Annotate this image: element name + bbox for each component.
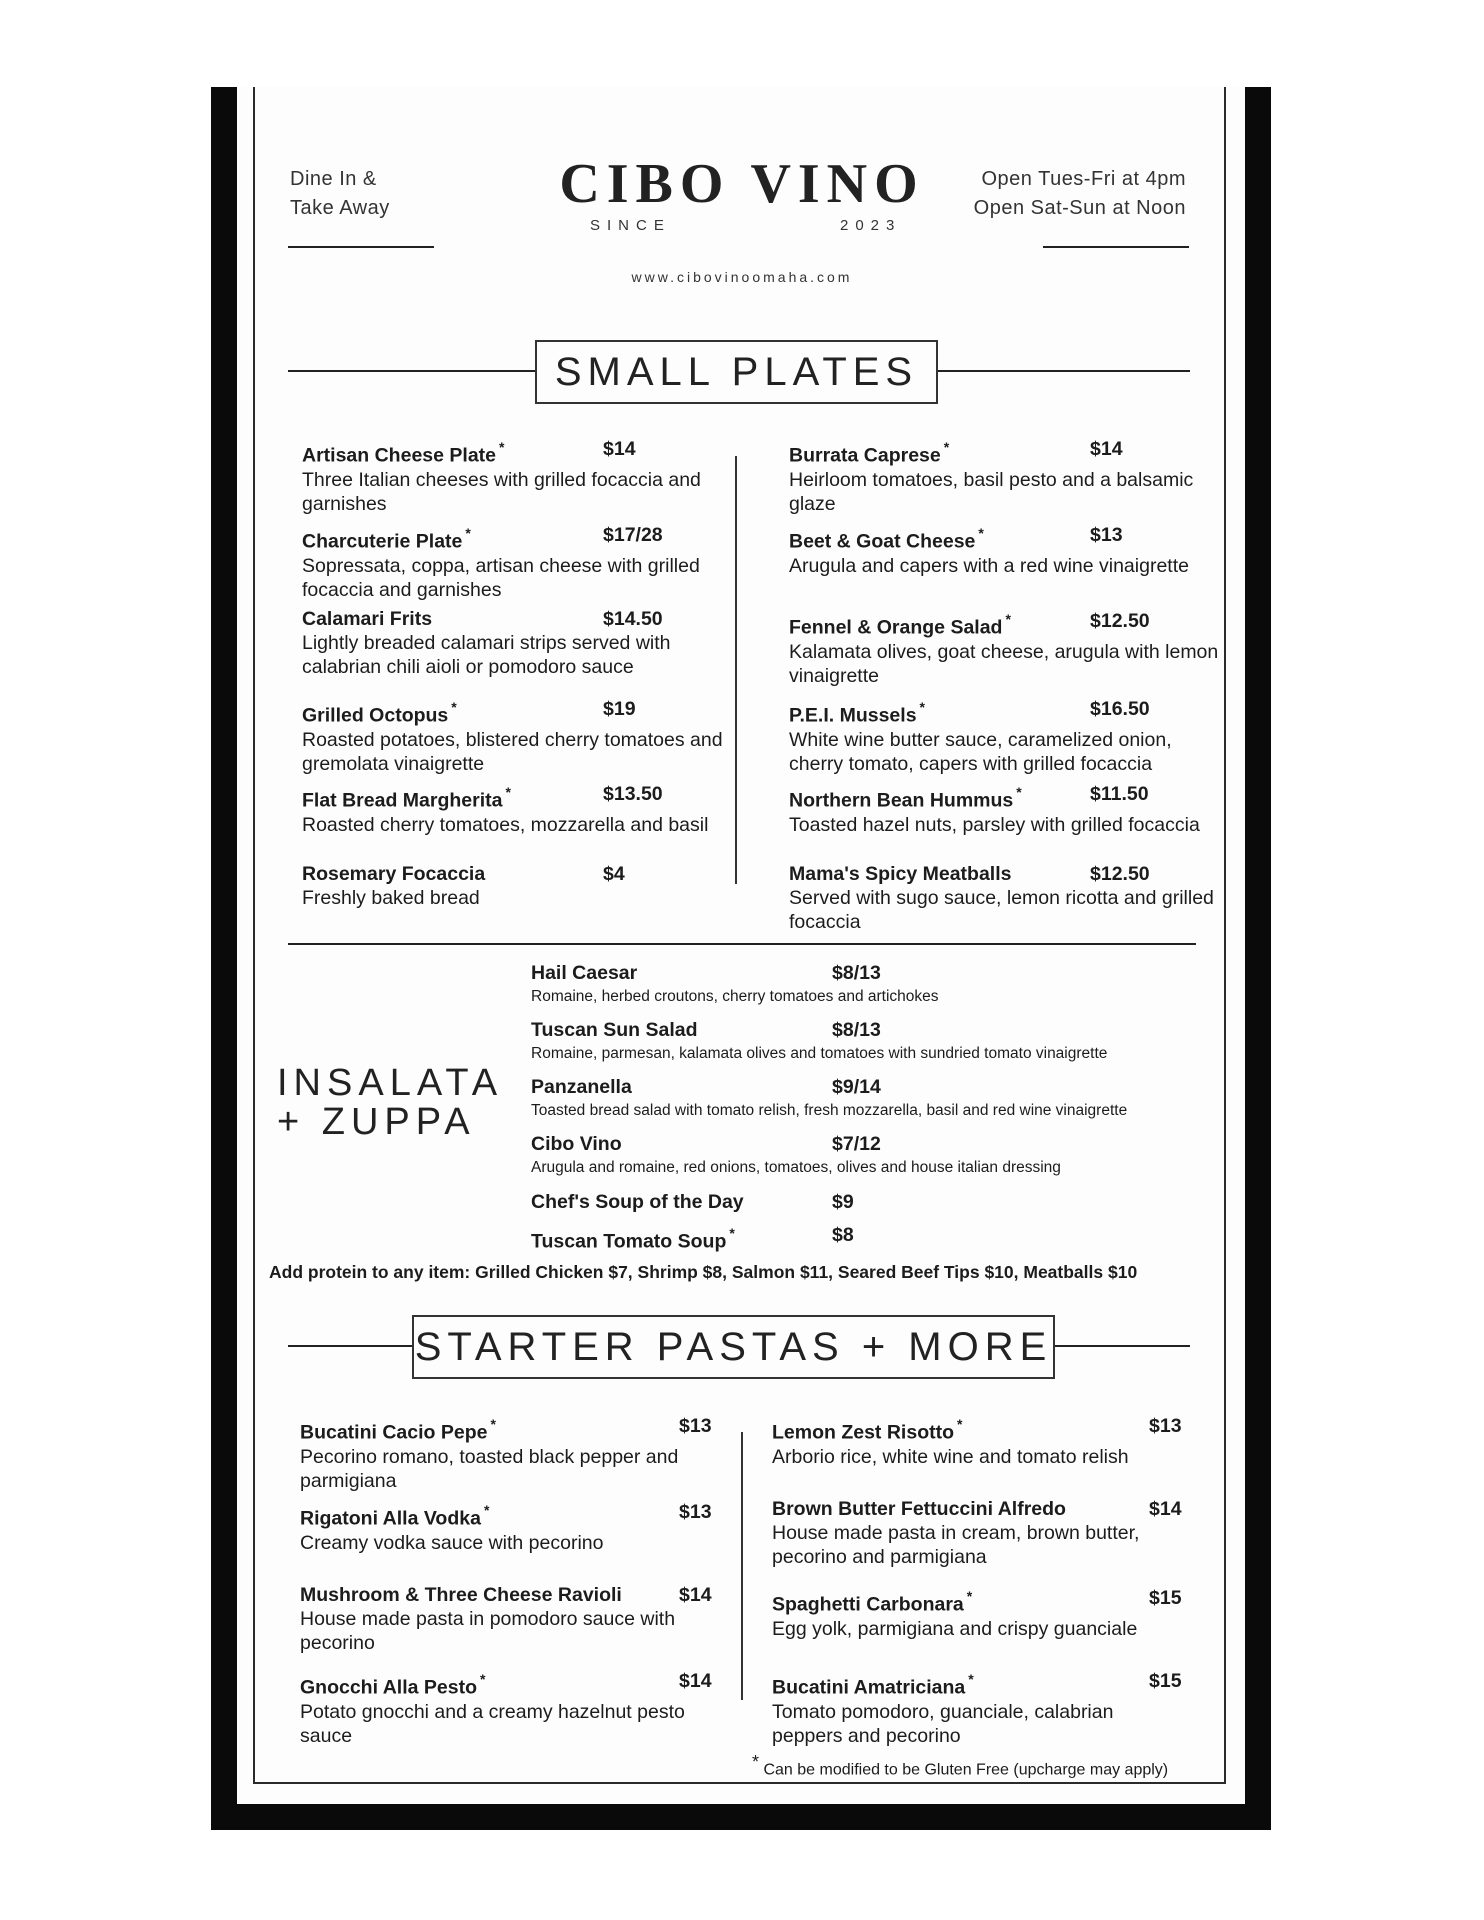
- insalata-item-description: Romaine, parmesan, kalamata olives and tomatoes with sundried tomato vinaigrette: [531, 1045, 1108, 1062]
- menu-item: [300, 1500, 716, 1555]
- menu-item-name-text: Bucatini Cacio Pepe: [300, 1421, 488, 1444]
- insalata-item-description: Romaine, herbed croutons, cherry tomatoes and artichokes: [531, 988, 939, 1005]
- header-rule-left: [288, 246, 434, 248]
- menu-item-price: $4: [603, 863, 625, 885]
- restaurant-logo: CIBO VINO: [559, 153, 925, 215]
- menu-item: [789, 523, 1221, 578]
- menu-item-description: Toasted hazel nuts, parsley with grilled focaccia: [789, 813, 1200, 836]
- menu-item: [300, 1669, 716, 1748]
- menu-item-description: Egg yolk, parmigiana and crispy guanciale: [772, 1617, 1138, 1640]
- gluten-free-star: *: [968, 1671, 974, 1687]
- menu-item-name-text: Flat Bread Margherita: [302, 789, 503, 812]
- insalata-item-name: [531, 1132, 622, 1156]
- insalata-item-price: $9/14: [832, 1076, 881, 1098]
- insalata-item-price: $7/12: [832, 1133, 881, 1155]
- insalata-item-name-text: Tuscan Sun Salad: [531, 1019, 698, 1041]
- since-year: 2023: [840, 217, 902, 234]
- menu-item-name-text: Northern Bean Hummus: [789, 789, 1014, 812]
- section-title-small-plates: SMALL PLATES: [535, 340, 938, 404]
- header-rule-right: [1043, 246, 1189, 248]
- menu-item-description: Creamy vodka sauce with pecorino: [300, 1531, 604, 1554]
- menu-item-name-text: Brown Butter Fettuccini Alfredo: [772, 1498, 1066, 1520]
- menu-item-name-text: Fennel & Orange Salad: [789, 616, 1003, 639]
- insalata-item-name: [531, 1190, 744, 1214]
- gluten-free-star: *: [919, 699, 925, 715]
- menu-item-price: $14: [603, 438, 636, 460]
- menu-item-description: House made pasta in pomodoro sauce with pecorino: [300, 1608, 676, 1654]
- gluten-free-star: *: [1016, 784, 1022, 800]
- gluten-free-star: *: [978, 525, 984, 541]
- menu-item-price: $14: [1149, 1498, 1182, 1520]
- menu-item-name: [300, 1669, 716, 1700]
- gluten-free-star: *: [499, 439, 505, 455]
- menu-item-description: Arugula and capers with a red wine vinaigrette: [789, 554, 1189, 577]
- menu-item-name: [789, 862, 1221, 886]
- starter-pastas-divider: [741, 1432, 743, 1700]
- menu-item-name-text: Artisan Cheese Plate: [302, 444, 497, 467]
- menu-item-price: $13.50: [603, 783, 663, 805]
- menu-item: [789, 697, 1221, 776]
- menu-item-description: Pecorino romano, toasted black pepper and parmigiana: [300, 1445, 679, 1492]
- menu-item-name-text: Grilled Octopus: [302, 704, 449, 727]
- menu-item: [772, 1586, 1188, 1641]
- menu-item-name: [302, 697, 734, 728]
- insalata-title-line1: INSALATA: [277, 1062, 504, 1104]
- menu-item: [789, 862, 1221, 934]
- gluten-free-star: *: [451, 699, 457, 715]
- gluten-free-footnote: [752, 1752, 1168, 1779]
- menu-item-name-text: Rosemary Focaccia: [302, 863, 486, 885]
- menu-item-name: [300, 1500, 716, 1531]
- menu-item-price: $11.50: [1090, 783, 1149, 805]
- insalata-item-price: $8/13: [832, 1019, 881, 1041]
- menu-item-description: Freshly baked bread: [302, 887, 480, 909]
- menu-item-name-text: Bucatini Amatriciana: [772, 1676, 966, 1699]
- menu-item-description: Potato gnocchi and a creamy hazelnut pesto sauce: [300, 1700, 685, 1747]
- hours-line2: Open Sat-Sun at Noon: [973, 197, 1186, 219]
- menu-item-name: [789, 609, 1221, 640]
- menu-item: [300, 1414, 716, 1493]
- menu-item: [772, 1497, 1188, 1569]
- menu-item-name-text: Burrata Caprese: [789, 444, 941, 467]
- menu-item-name-text: Rigatoni Alla Vodka: [300, 1507, 481, 1530]
- gluten-free-star: *: [465, 525, 471, 541]
- website-link[interactable]: www.cibovinoomaha.com: [631, 269, 853, 285]
- dine-in-line1: Dine In &: [290, 168, 377, 190]
- menu-item-description: Arborio rice, white wine and tomato relish: [772, 1445, 1129, 1468]
- menu-item-name: [772, 1586, 1188, 1617]
- insalata-item-price: $8: [832, 1224, 854, 1246]
- menu-item: [772, 1414, 1188, 1469]
- menu-item-description: Sopressata, coppa, artisan cheese with grilled focaccia and garnishes: [302, 554, 700, 601]
- footnote-text: Can be modified to be Gluten Free (upcharge may apply): [763, 1761, 1169, 1779]
- menu-item-description: House made pasta in cream, brown butter, pecorino and parmigiana: [772, 1522, 1140, 1568]
- protein-addon-note: Add protein to any item: Grilled Chicken $7, Shrimp $8, Salmon $11, Seared Beef Tips $10, Meatballs $10: [269, 1262, 1138, 1282]
- menu-item-description: Kalamata olives, goat cheese, arugula with lemon vinaigrette: [789, 640, 1219, 687]
- menu-item-description: White wine butter sauce, caramelized onion, cherry tomato, capers with grilled focaccia: [789, 728, 1172, 775]
- menu-item: [302, 862, 734, 910]
- gluten-free-star: *: [1005, 611, 1011, 627]
- menu-item-name: [789, 697, 1221, 728]
- insalata-item-name-text: Tuscan Tomato Soup: [531, 1230, 727, 1253]
- menu-item-name-text: Lemon Zest Risotto: [772, 1421, 955, 1444]
- gluten-free-star: *: [483, 1502, 490, 1518]
- menu-item-name-text: Spaghetti Carbonara: [772, 1593, 964, 1616]
- menu-item-price: $13: [1090, 524, 1123, 546]
- menu-item: [789, 782, 1221, 837]
- footnote-star: *: [752, 1752, 760, 1772]
- menu-item-description: Roasted potatoes, blistered cherry tomatoes and gremolata vinaigrette: [302, 728, 723, 775]
- menu-item-description: Three Italian cheeses with grilled focaccia and garnishes: [302, 468, 701, 515]
- menu-item-description: Heirloom tomatoes, basil pesto and a balsamic glaze: [789, 468, 1194, 515]
- menu-item-name: [772, 1669, 1188, 1700]
- menu-item-price: $15: [1149, 1587, 1182, 1609]
- menu-item-name: [302, 782, 734, 813]
- menu-item-name: [300, 1414, 716, 1445]
- menu-item-description: Served with sugo sauce, lemon ricotta and grilled focaccia: [789, 887, 1214, 933]
- menu-item-price: $14: [679, 1670, 712, 1692]
- insalata-item-name: [531, 1075, 632, 1099]
- insalata-item-name-text: Hail Caesar: [531, 962, 638, 984]
- dine-in-line2: Take Away: [290, 197, 390, 219]
- menu-item: [302, 437, 734, 516]
- insalata-title-line2: + ZUPPA: [277, 1101, 476, 1143]
- menu-item-description: Tomato pomodoro, guanciale, calabrian peppers and pecorino: [772, 1700, 1114, 1747]
- menu-item: [789, 437, 1221, 516]
- menu-item-name: [302, 437, 734, 468]
- insalata-item-name: [531, 961, 637, 985]
- menu-item-price: $13: [679, 1415, 712, 1437]
- hours-line1: Open Tues-Fri at 4pm: [981, 168, 1186, 190]
- insalata-item-name: [531, 1223, 735, 1254]
- menu-item-price: $12.50: [1090, 863, 1150, 885]
- menu-item-name: [302, 862, 734, 886]
- menu-item: [302, 697, 734, 776]
- menu-item-name-text: Gnocchi Alla Pesto: [300, 1676, 477, 1699]
- since-label: SINCE: [590, 217, 671, 234]
- insalata-item-name: [531, 1018, 698, 1042]
- section-title-starter-pastas: STARTER PASTAS + MORE: [412, 1315, 1055, 1379]
- menu-item-name: [300, 1583, 716, 1607]
- menu-item-name: [302, 523, 734, 554]
- gluten-free-star: *: [957, 1416, 963, 1432]
- menu-item-name-text: Mama's Spicy Meatballs: [789, 863, 1012, 885]
- menu-item: [302, 607, 734, 679]
- gluten-free-star: *: [480, 1671, 486, 1687]
- insalata-item-name-text: Panzanella: [531, 1076, 632, 1098]
- menu-item-description: Roasted cherry tomatoes, mozzarella and basil: [302, 813, 709, 836]
- menu-item-description: Lightly breaded calamari strips served with calabrian chili aioli or pomodoro sauce: [302, 632, 671, 678]
- menu-item-name-text: Calamari Frits: [302, 608, 433, 630]
- menu-item-price: $17/28: [603, 524, 663, 546]
- menu-item-name: [772, 1414, 1188, 1445]
- menu-item: [302, 782, 734, 837]
- insalata-item-name-text: Cibo Vino: [531, 1133, 622, 1155]
- menu-item-price: $13: [679, 1501, 712, 1523]
- gluten-free-star: *: [729, 1225, 735, 1241]
- menu-item-name-text: P.E.I. Mussels: [789, 704, 917, 727]
- menu-item: [302, 523, 734, 602]
- menu-item-name-text: Charcuterie Plate: [302, 530, 463, 553]
- menu-item: [772, 1669, 1188, 1748]
- menu-item-name: [789, 437, 1221, 468]
- menu-item-price: $13: [1149, 1415, 1182, 1437]
- menu-item: [300, 1583, 716, 1655]
- gluten-free-star: *: [966, 1588, 973, 1604]
- gluten-free-star: *: [505, 784, 511, 800]
- small-plates-divider: [735, 456, 737, 884]
- insalata-item-price: $9: [832, 1191, 854, 1213]
- menu-item: [789, 609, 1221, 688]
- menu-item-price: $19: [603, 698, 636, 720]
- menu-item-name: [789, 523, 1221, 554]
- insalata-item-name-text: Chef's Soup of the Day: [531, 1191, 744, 1213]
- menu-item-price: $12.50: [1090, 610, 1150, 632]
- menu-item-name: [772, 1497, 1188, 1521]
- menu-item-name: [789, 782, 1221, 813]
- gluten-free-star: *: [943, 439, 950, 455]
- menu-item-name-text: Beet & Goat Cheese: [789, 530, 976, 553]
- hours-info: [960, 165, 1186, 223]
- menu-item-name-text: Mushroom & Three Cheese Ravioli: [300, 1584, 622, 1606]
- insalata-item-description: Arugula and romaine, red onions, tomatoes, olives and house italian dressing: [531, 1159, 1061, 1176]
- menu-item-name: [302, 607, 734, 631]
- small-plates-bottom-rule: [288, 943, 1196, 945]
- menu-item-price: $14: [1090, 438, 1123, 460]
- menu-item-price: $16.50: [1090, 698, 1150, 720]
- menu-item-price: $14.50: [603, 608, 663, 630]
- menu-item-price: $14: [679, 1584, 712, 1606]
- insalata-item-description: Toasted bread salad with tomato relish, fresh mozzarella, basil and red wine vinaigrette: [531, 1102, 1128, 1119]
- gluten-free-star: *: [490, 1416, 496, 1432]
- menu-item-price: $15: [1149, 1670, 1182, 1692]
- insalata-item-price: $8/13: [832, 962, 881, 984]
